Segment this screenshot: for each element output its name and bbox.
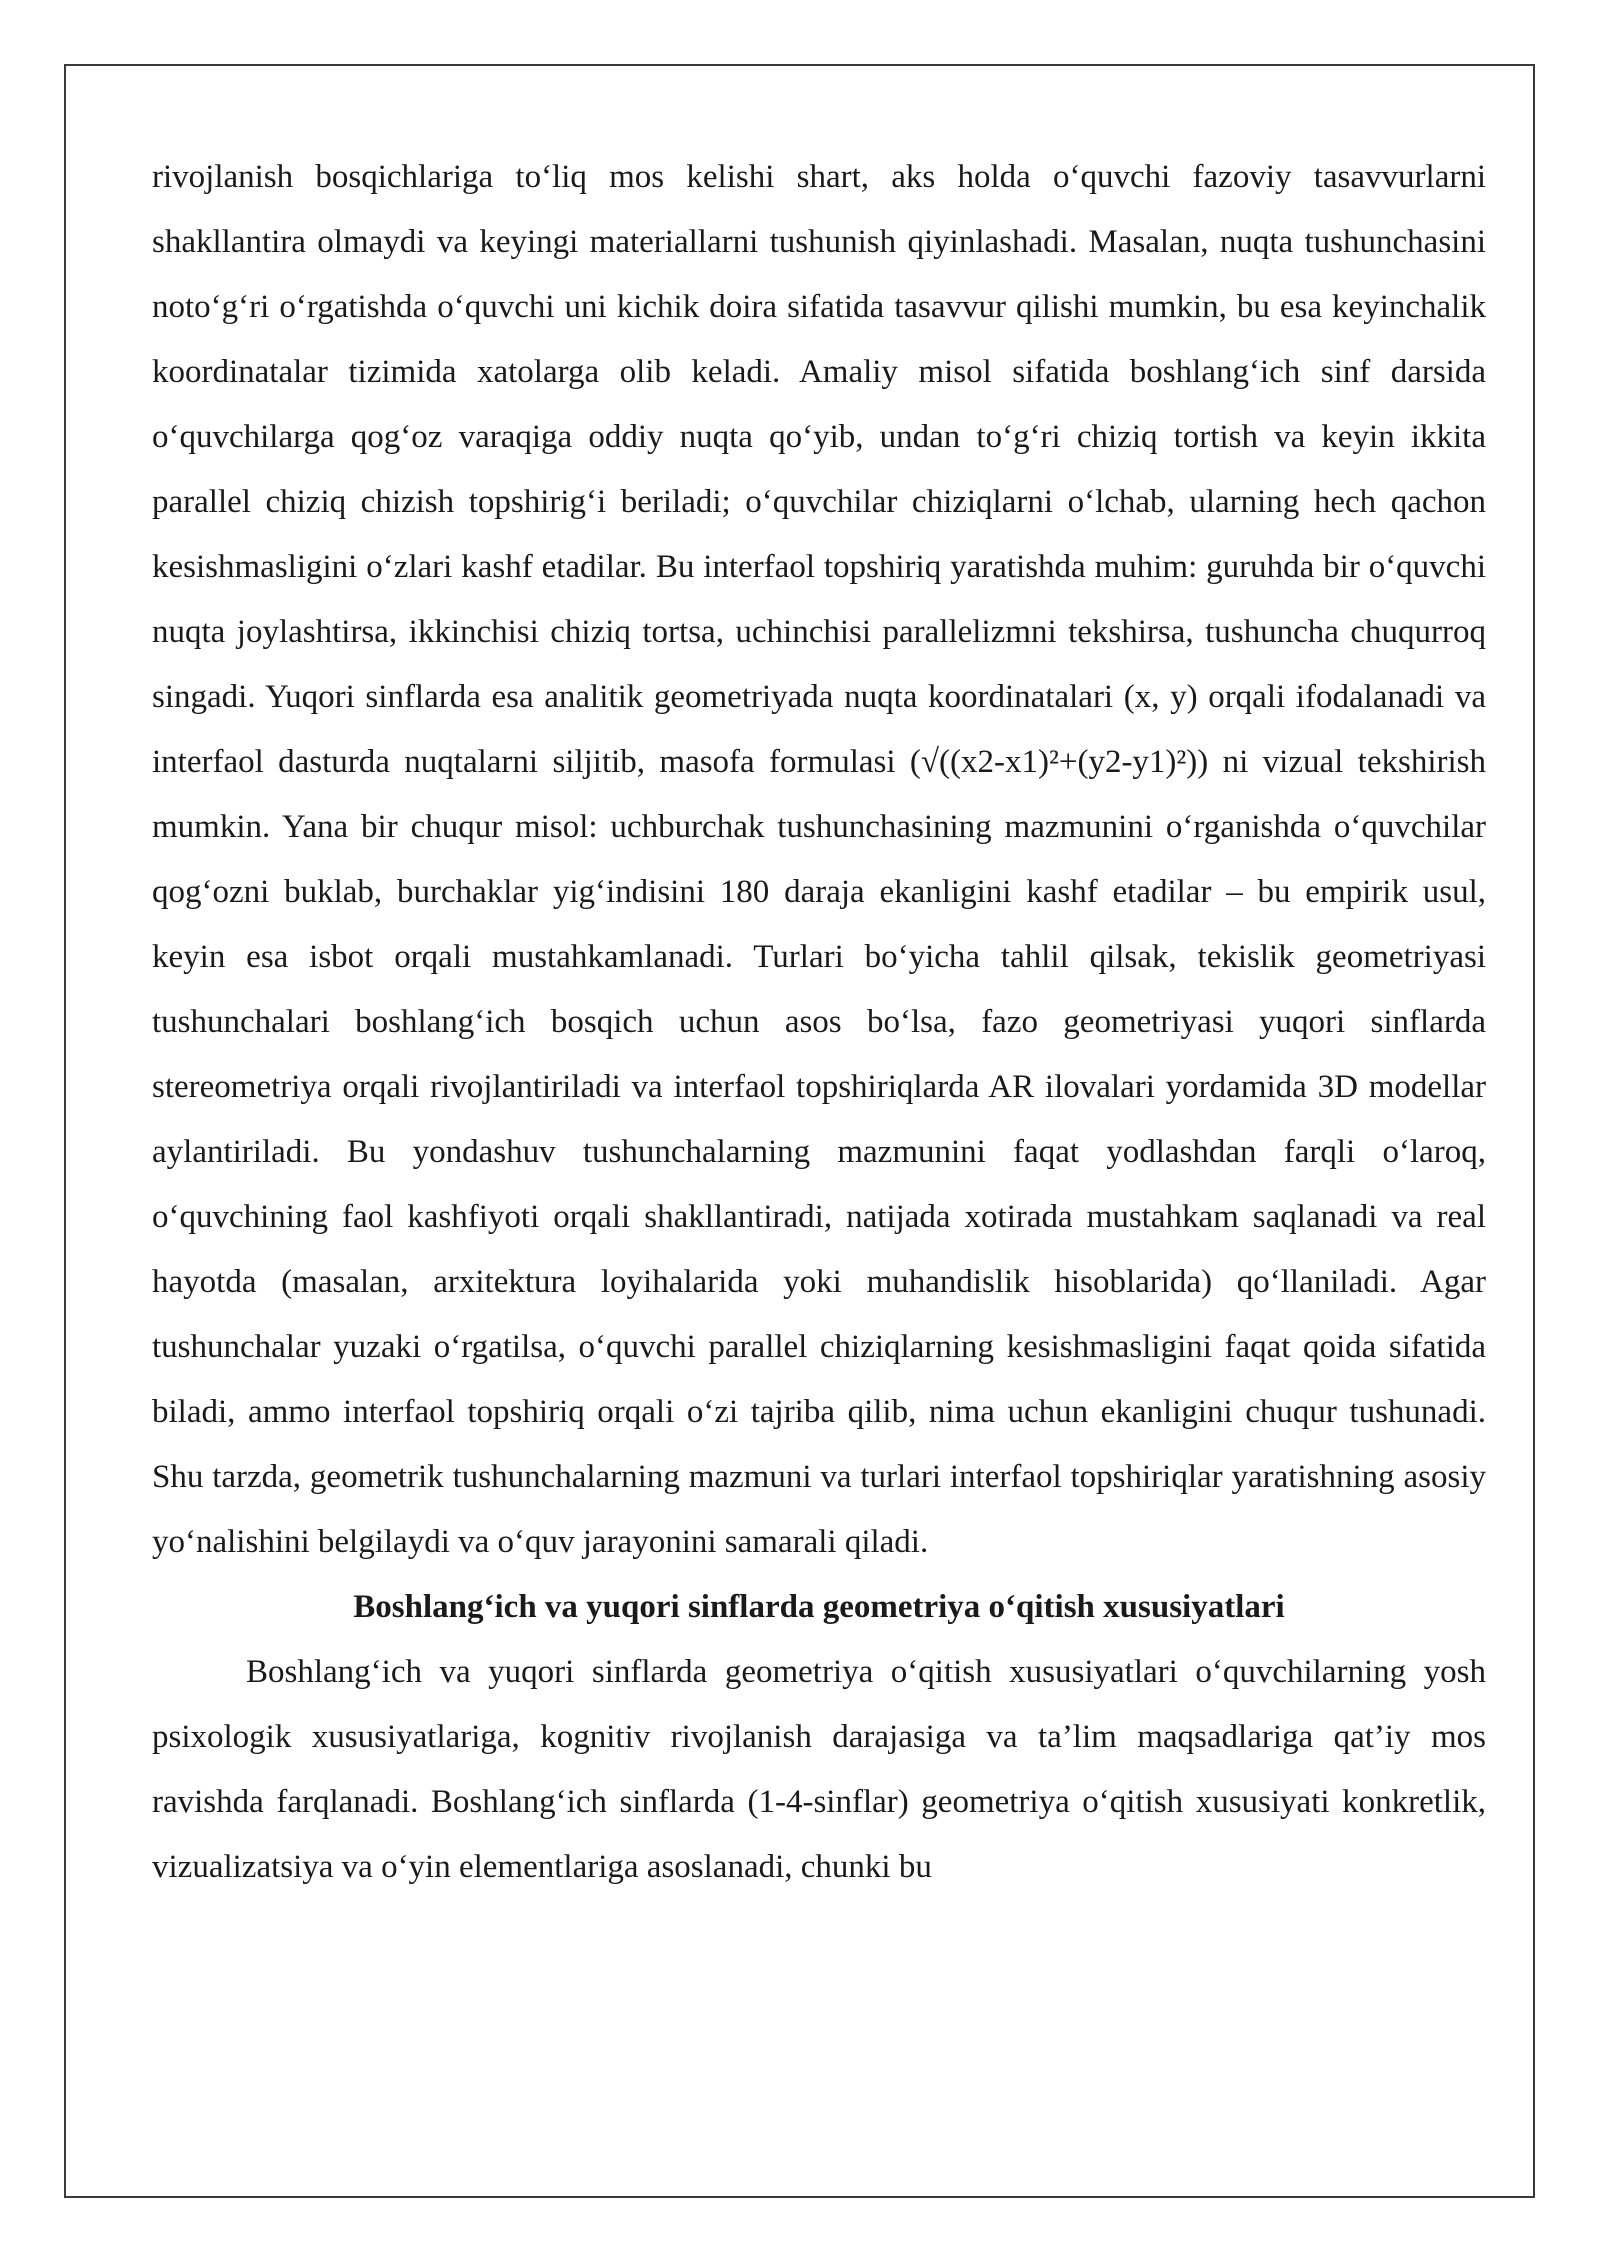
body-paragraph-continued: rivojlanish bosqichlariga to‘liq mos kelishi shart, aks holda o‘quvchi fazoviy tasavvurlarni shakllantira olmaydi va keyingi materiallarni tushunish qiyinlashadi. Masalan, nuqta tushunchasini noto‘g‘ri o‘rgatishda o‘quvchi uni kichik doira sifatida tasavvur qilishi mumkin, bu esa keyinchalik koordinatalar tizimida xatolarga olib keladi. Amaliy misol sifatida boshlang‘ich sinf darsida o‘quvchilarga qog‘oz varaqiga oddiy nuqta qo‘yib, undan to‘g‘ri chiziq tortish va keyin ikkita parallel chiziq chizish topshirig‘i beriladi; o‘quvchilar chiziqlarni o‘lchab, ularning hech qachon kesishmasligini o‘zlari kashf etadilar. Bu interfaol topshiriq yaratishda muhim: guruhda bir o‘quvchi nuqta joylashtirsa, ikkinchisi chiziq tortsa, uchinchisi parallelizmni tekshirsa, tushuncha chuqurroq singadi. Yuqori sinflarda esa analitik geometriyada nuqta koordinatalari (x, y) orqali ifodalanadi va interfaol dasturda nuqtalarni siljitib, masofa formulasi (√((x2-x1)²+(y2-y1)²)) ni vizual tekshirish mumkin. Yana bir chuqur misol: uchburchak tushunchasining mazmunini o‘rganishda o‘quvchilar qog‘ozni buklab, burchaklar yig‘indisini 180 daraja ekanligini kashf etadilar – bu empirik usul, keyin esa isbot orqali mustahkamlanadi. Turlari bo‘yicha tahlil qilsak, tekislik geometriyasi tushunchalari boshlang‘ich bosqich uchun asos bo‘lsa, fazo geometriyasi yuqori sinflarda stereometriya orqali rivojlantiriladi va interfaol topshiriqlarda AR ilovalari yordamida 3D modellar aylantiriladi. Bu yondashuv tushunchalarning mazmunini faqat yodlashdan farqli o‘laroq, o‘quvchining faol kashfiyoti orqali shakllantiradi, natijada xotirada mustahkam saqlanadi va real hayotda (masalan, arxitektura loyihalarida yoki muhandislik hisoblarida) qo‘llaniladi. Agar tushunchalar yuzaki o‘rgatilsa, o‘quvchi parallel chiziqlarning kesishmasligini faqat qoida sifatida biladi, ammo interfaol topshiriq orqali o‘zi tajriba qilib, nima uchun ekanligini chuqur tushunadi. Shu tarzda, geometrik tushunchalarning mazmuni va turlari interfaol topshiriqlar yaratishning asosiy yo‘nalishini belgilaydi va o‘quv jarayonini samarali qiladi. <box>152 159 1486 1560</box>
section-heading: Boshlang‘ich va yuqori sinflarda geometriya o‘qitish xususiyatlari <box>353 1589 1285 1625</box>
body-paragraph: Boshlang‘ich va yuqori sinflarda geometriya o‘qitish xususiyatlari o‘quvchilarning yosh psixologik xususiyatlariga, kognitiv rivojlanish darajasiga va ta’lim maqsadlariga qat’iy mos ravishda farqlanadi. Boshlang‘ich sinflarda (1-4-sinflar) geometriya o‘qitish xususiyati konkretlik, vizualizatsiya va o‘yin elementlariga asoslanadi, chunki bu <box>152 1654 1486 1885</box>
document-body <box>152 145 1486 1900</box>
